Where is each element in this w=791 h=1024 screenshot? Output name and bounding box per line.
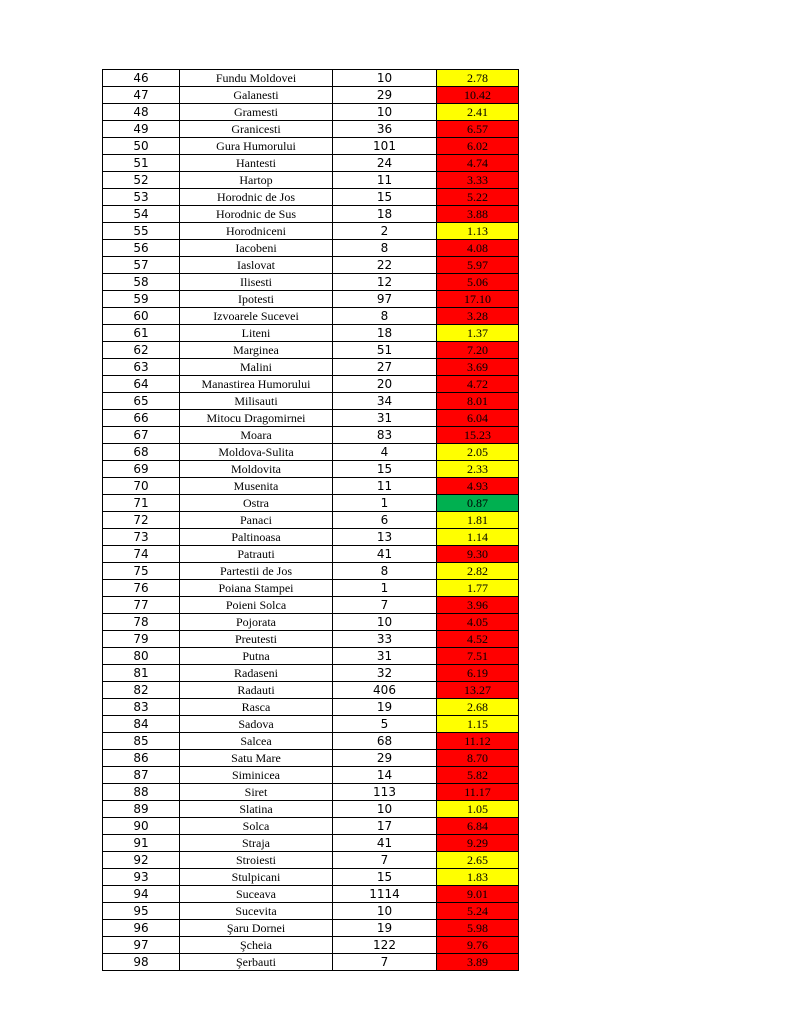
incidence-rate-cell: 5.97 <box>437 257 519 274</box>
cases-count-cell: 10 <box>333 903 437 920</box>
table-row <box>103 716 519 733</box>
locality-name-cell: Izvoarele Sucevei <box>180 308 333 325</box>
locality-name-cell: Galanesti <box>180 87 333 104</box>
incidence-rate-cell: 1.15 <box>437 716 519 733</box>
cases-count-cell: 8 <box>333 240 437 257</box>
row-number-cell: 51 <box>103 155 180 172</box>
locality-name-cell: Siret <box>180 784 333 801</box>
cases-count-cell: 36 <box>333 121 437 138</box>
locality-name-cell: Pojorata <box>180 614 333 631</box>
cases-count-cell: 19 <box>333 920 437 937</box>
row-number-cell: 93 <box>103 869 180 886</box>
cases-count-cell: 6 <box>333 512 437 529</box>
table-row <box>103 240 519 257</box>
row-number-cell: 98 <box>103 954 180 971</box>
locality-name-cell: Hartop <box>180 172 333 189</box>
row-number-cell: 76 <box>103 580 180 597</box>
incidence-rate-cell: 17.10 <box>437 291 519 308</box>
table-row <box>103 223 519 240</box>
row-number-cell: 62 <box>103 342 180 359</box>
cases-count-cell: 83 <box>333 427 437 444</box>
locality-name-cell: Ostra <box>180 495 333 512</box>
locality-name-cell: Straja <box>180 835 333 852</box>
row-number-cell: 52 <box>103 172 180 189</box>
row-number-cell: 89 <box>103 801 180 818</box>
row-number-cell: 86 <box>103 750 180 767</box>
locality-name-cell: Iacobeni <box>180 240 333 257</box>
table-row <box>103 376 519 393</box>
table-row <box>103 767 519 784</box>
incidence-rate-cell: 3.69 <box>437 359 519 376</box>
incidence-rate-cell: 3.33 <box>437 172 519 189</box>
table-row <box>103 869 519 886</box>
incidence-rate-cell: 9.29 <box>437 835 519 852</box>
row-number-cell: 68 <box>103 444 180 461</box>
table-row <box>103 920 519 937</box>
incidence-rate-cell: 3.88 <box>437 206 519 223</box>
cases-count-cell: 406 <box>333 682 437 699</box>
locality-name-cell: Radauti <box>180 682 333 699</box>
row-number-cell: 73 <box>103 529 180 546</box>
cases-count-cell: 29 <box>333 87 437 104</box>
locality-name-cell: Milisauti <box>180 393 333 410</box>
row-number-cell: 49 <box>103 121 180 138</box>
incidence-rate-cell: 5.24 <box>437 903 519 920</box>
locality-name-cell: Mitocu Dragomirnei <box>180 410 333 427</box>
incidence-rate-cell: 1.13 <box>437 223 519 240</box>
cases-count-cell: 8 <box>333 308 437 325</box>
table-row <box>103 529 519 546</box>
locality-name-cell: Gramesti <box>180 104 333 121</box>
table-row <box>103 342 519 359</box>
locality-name-cell: Marginea <box>180 342 333 359</box>
locality-name-cell: Hantesti <box>180 155 333 172</box>
cases-count-cell: 122 <box>333 937 437 954</box>
row-number-cell: 63 <box>103 359 180 376</box>
incidence-rate-cell: 6.19 <box>437 665 519 682</box>
incidence-rate-cell: 4.93 <box>437 478 519 495</box>
row-number-cell: 72 <box>103 512 180 529</box>
cases-count-cell: 31 <box>333 648 437 665</box>
cases-count-cell: 68 <box>333 733 437 750</box>
locality-name-cell: Slatina <box>180 801 333 818</box>
cases-count-cell: 17 <box>333 818 437 835</box>
table-row <box>103 631 519 648</box>
incidence-rate-cell: 3.96 <box>437 597 519 614</box>
table-row <box>103 274 519 291</box>
row-number-cell: 47 <box>103 87 180 104</box>
table-row <box>103 206 519 223</box>
incidence-rate-cell: 5.98 <box>437 920 519 937</box>
row-number-cell: 55 <box>103 223 180 240</box>
cases-count-cell: 7 <box>333 597 437 614</box>
locality-name-cell: Gura Humorului <box>180 138 333 155</box>
cases-count-cell: 2 <box>333 223 437 240</box>
incidence-rate-cell: 2.68 <box>437 699 519 716</box>
cases-count-cell: 11 <box>333 478 437 495</box>
cases-count-cell: 33 <box>333 631 437 648</box>
table-row <box>103 121 519 138</box>
cases-count-cell: 14 <box>333 767 437 784</box>
locality-name-cell: Siminicea <box>180 767 333 784</box>
row-number-cell: 57 <box>103 257 180 274</box>
incidence-rate-cell: 2.65 <box>437 852 519 869</box>
cases-count-cell: 13 <box>333 529 437 546</box>
row-number-cell: 81 <box>103 665 180 682</box>
cases-count-cell: 18 <box>333 206 437 223</box>
incidence-rate-cell: 1.37 <box>437 325 519 342</box>
incidence-rate-cell: 9.01 <box>437 886 519 903</box>
row-number-cell: 80 <box>103 648 180 665</box>
locality-name-cell: Stulpicani <box>180 869 333 886</box>
table-row <box>103 104 519 121</box>
locality-name-cell: Patrauti <box>180 546 333 563</box>
incidence-rate-cell: 11.17 <box>437 784 519 801</box>
cases-count-cell: 12 <box>333 274 437 291</box>
cases-count-cell: 41 <box>333 546 437 563</box>
table-row <box>103 597 519 614</box>
row-number-cell: 50 <box>103 138 180 155</box>
cases-count-cell: 4 <box>333 444 437 461</box>
locality-name-cell: Salcea <box>180 733 333 750</box>
row-number-cell: 79 <box>103 631 180 648</box>
cases-count-cell: 1 <box>333 495 437 512</box>
table-row <box>103 138 519 155</box>
cases-count-cell: 18 <box>333 325 437 342</box>
incidence-rate-cell: 1.83 <box>437 869 519 886</box>
locality-name-cell: Putna <box>180 648 333 665</box>
incidence-rate-cell: 6.84 <box>437 818 519 835</box>
cases-count-cell: 7 <box>333 954 437 971</box>
table-row <box>103 614 519 631</box>
locality-name-cell: Solca <box>180 818 333 835</box>
table-row <box>103 682 519 699</box>
table-row <box>103 461 519 478</box>
incidence-rate-cell: 4.05 <box>437 614 519 631</box>
table-row <box>103 257 519 274</box>
cases-count-cell: 34 <box>333 393 437 410</box>
row-number-cell: 94 <box>103 886 180 903</box>
row-number-cell: 87 <box>103 767 180 784</box>
table-row <box>103 784 519 801</box>
table-row <box>103 818 519 835</box>
incidence-rate-cell: 2.82 <box>437 563 519 580</box>
table-row <box>103 70 519 87</box>
row-number-cell: 77 <box>103 597 180 614</box>
locality-name-cell: Stroiesti <box>180 852 333 869</box>
table-row <box>103 886 519 903</box>
table-row <box>103 954 519 971</box>
locality-name-cell: Panaci <box>180 512 333 529</box>
cases-count-cell: 27 <box>333 359 437 376</box>
cases-count-cell: 1 <box>333 580 437 597</box>
incidence-table <box>102 69 519 971</box>
row-number-cell: 78 <box>103 614 180 631</box>
incidence-rate-cell: 7.51 <box>437 648 519 665</box>
row-number-cell: 53 <box>103 189 180 206</box>
table-row <box>103 835 519 852</box>
cases-count-cell: 10 <box>333 801 437 818</box>
locality-name-cell: Rasca <box>180 699 333 716</box>
incidence-rate-cell: 3.28 <box>437 308 519 325</box>
incidence-rate-cell: 6.57 <box>437 121 519 138</box>
table-row <box>103 87 519 104</box>
cases-count-cell: 22 <box>333 257 437 274</box>
table-row <box>103 733 519 750</box>
cases-count-cell: 113 <box>333 784 437 801</box>
table-row <box>103 580 519 597</box>
cases-count-cell: 20 <box>333 376 437 393</box>
table-body <box>103 70 519 971</box>
locality-name-cell: Moldova-Sulita <box>180 444 333 461</box>
locality-name-cell: Sadova <box>180 716 333 733</box>
locality-name-cell: Poieni Solca <box>180 597 333 614</box>
row-number-cell: 48 <box>103 104 180 121</box>
locality-name-cell: Manastirea Humorului <box>180 376 333 393</box>
locality-name-cell: Moldovita <box>180 461 333 478</box>
table-row <box>103 852 519 869</box>
incidence-rate-cell: 1.77 <box>437 580 519 597</box>
incidence-rate-cell: 2.41 <box>437 104 519 121</box>
locality-name-cell: Satu Mare <box>180 750 333 767</box>
locality-name-cell: Horodnic de Sus <box>180 206 333 223</box>
cases-count-cell: 10 <box>333 614 437 631</box>
incidence-rate-cell: 1.05 <box>437 801 519 818</box>
table-row <box>103 359 519 376</box>
locality-name-cell: Poiana Stampei <box>180 580 333 597</box>
table-row <box>103 172 519 189</box>
table-row <box>103 937 519 954</box>
row-number-cell: 97 <box>103 937 180 954</box>
table-row <box>103 410 519 427</box>
table-row <box>103 495 519 512</box>
row-number-cell: 56 <box>103 240 180 257</box>
table-row <box>103 563 519 580</box>
row-number-cell: 75 <box>103 563 180 580</box>
table-row <box>103 546 519 563</box>
incidence-rate-cell: 2.05 <box>437 444 519 461</box>
locality-name-cell: Suceava <box>180 886 333 903</box>
row-number-cell: 64 <box>103 376 180 393</box>
cases-count-cell: 1114 <box>333 886 437 903</box>
cases-count-cell: 51 <box>333 342 437 359</box>
incidence-rate-cell: 6.04 <box>437 410 519 427</box>
locality-name-cell: Iaslovat <box>180 257 333 274</box>
locality-name-cell: Şerbauti <box>180 954 333 971</box>
locality-name-cell: Musenita <box>180 478 333 495</box>
incidence-rate-cell: 1.81 <box>437 512 519 529</box>
incidence-rate-cell: 1.14 <box>437 529 519 546</box>
cases-count-cell: 10 <box>333 104 437 121</box>
incidence-rate-cell: 10.42 <box>437 87 519 104</box>
incidence-rate-cell: 13.27 <box>437 682 519 699</box>
row-number-cell: 88 <box>103 784 180 801</box>
row-number-cell: 66 <box>103 410 180 427</box>
locality-name-cell: Malini <box>180 359 333 376</box>
row-number-cell: 60 <box>103 308 180 325</box>
locality-name-cell: Şaru Dornei <box>180 920 333 937</box>
table-row <box>103 308 519 325</box>
locality-name-cell: Şcheia <box>180 937 333 954</box>
cases-count-cell: 32 <box>333 665 437 682</box>
locality-name-cell: Sucevita <box>180 903 333 920</box>
incidence-rate-cell: 5.06 <box>437 274 519 291</box>
locality-name-cell: Ipotesti <box>180 291 333 308</box>
row-number-cell: 82 <box>103 682 180 699</box>
locality-name-cell: Partestii de Jos <box>180 563 333 580</box>
row-number-cell: 74 <box>103 546 180 563</box>
locality-name-cell: Horodnic de Jos <box>180 189 333 206</box>
table-row <box>103 699 519 716</box>
table-row <box>103 427 519 444</box>
row-number-cell: 85 <box>103 733 180 750</box>
cases-count-cell: 31 <box>333 410 437 427</box>
incidence-rate-cell: 11.12 <box>437 733 519 750</box>
table-row <box>103 155 519 172</box>
incidence-rate-cell: 2.78 <box>437 70 519 87</box>
incidence-rate-cell: 4.08 <box>437 240 519 257</box>
row-number-cell: 84 <box>103 716 180 733</box>
row-number-cell: 58 <box>103 274 180 291</box>
incidence-rate-cell: 4.74 <box>437 155 519 172</box>
incidence-rate-cell: 8.01 <box>437 393 519 410</box>
row-number-cell: 92 <box>103 852 180 869</box>
incidence-rate-cell: 5.22 <box>437 189 519 206</box>
table-row <box>103 903 519 920</box>
cases-count-cell: 41 <box>333 835 437 852</box>
incidence-rate-cell: 4.72 <box>437 376 519 393</box>
incidence-rate-cell: 15.23 <box>437 427 519 444</box>
incidence-rate-cell: 9.30 <box>437 546 519 563</box>
cases-count-cell: 101 <box>333 138 437 155</box>
cases-count-cell: 8 <box>333 563 437 580</box>
row-number-cell: 69 <box>103 461 180 478</box>
incidence-rate-cell: 4.52 <box>437 631 519 648</box>
row-number-cell: 83 <box>103 699 180 716</box>
table-row <box>103 750 519 767</box>
cases-count-cell: 15 <box>333 869 437 886</box>
row-number-cell: 65 <box>103 393 180 410</box>
row-number-cell: 54 <box>103 206 180 223</box>
row-number-cell: 96 <box>103 920 180 937</box>
row-number-cell: 59 <box>103 291 180 308</box>
row-number-cell: 71 <box>103 495 180 512</box>
cases-count-cell: 11 <box>333 172 437 189</box>
cases-count-cell: 10 <box>333 70 437 87</box>
cases-count-cell: 5 <box>333 716 437 733</box>
locality-name-cell: Granicesti <box>180 121 333 138</box>
locality-name-cell: Preutesti <box>180 631 333 648</box>
row-number-cell: 95 <box>103 903 180 920</box>
table-row <box>103 393 519 410</box>
table-row <box>103 648 519 665</box>
cases-count-cell: 15 <box>333 461 437 478</box>
cases-count-cell: 19 <box>333 699 437 716</box>
locality-name-cell: Liteni <box>180 325 333 342</box>
row-number-cell: 91 <box>103 835 180 852</box>
locality-name-cell: Ilisesti <box>180 274 333 291</box>
locality-name-cell: Paltinoasa <box>180 529 333 546</box>
row-number-cell: 46 <box>103 70 180 87</box>
locality-name-cell: Moara <box>180 427 333 444</box>
incidence-rate-cell: 9.76 <box>437 937 519 954</box>
row-number-cell: 90 <box>103 818 180 835</box>
incidence-rate-cell: 8.70 <box>437 750 519 767</box>
table-row <box>103 801 519 818</box>
cases-count-cell: 24 <box>333 155 437 172</box>
cases-count-cell: 15 <box>333 189 437 206</box>
table-row <box>103 478 519 495</box>
cases-count-cell: 29 <box>333 750 437 767</box>
table-row <box>103 189 519 206</box>
incidence-rate-cell: 6.02 <box>437 138 519 155</box>
row-number-cell: 61 <box>103 325 180 342</box>
table-row <box>103 325 519 342</box>
table-row <box>103 444 519 461</box>
row-number-cell: 70 <box>103 478 180 495</box>
cases-count-cell: 7 <box>333 852 437 869</box>
locality-name-cell: Horodniceni <box>180 223 333 240</box>
table-row <box>103 665 519 682</box>
incidence-rate-cell: 5.82 <box>437 767 519 784</box>
locality-name-cell: Radaseni <box>180 665 333 682</box>
incidence-rate-cell: 0.87 <box>437 495 519 512</box>
incidence-rate-cell: 2.33 <box>437 461 519 478</box>
incidence-rate-cell: 3.89 <box>437 954 519 971</box>
row-number-cell: 67 <box>103 427 180 444</box>
incidence-rate-cell: 7.20 <box>437 342 519 359</box>
locality-name-cell: Fundu Moldovei <box>180 70 333 87</box>
cases-count-cell: 97 <box>333 291 437 308</box>
table-row <box>103 291 519 308</box>
table-row <box>103 512 519 529</box>
